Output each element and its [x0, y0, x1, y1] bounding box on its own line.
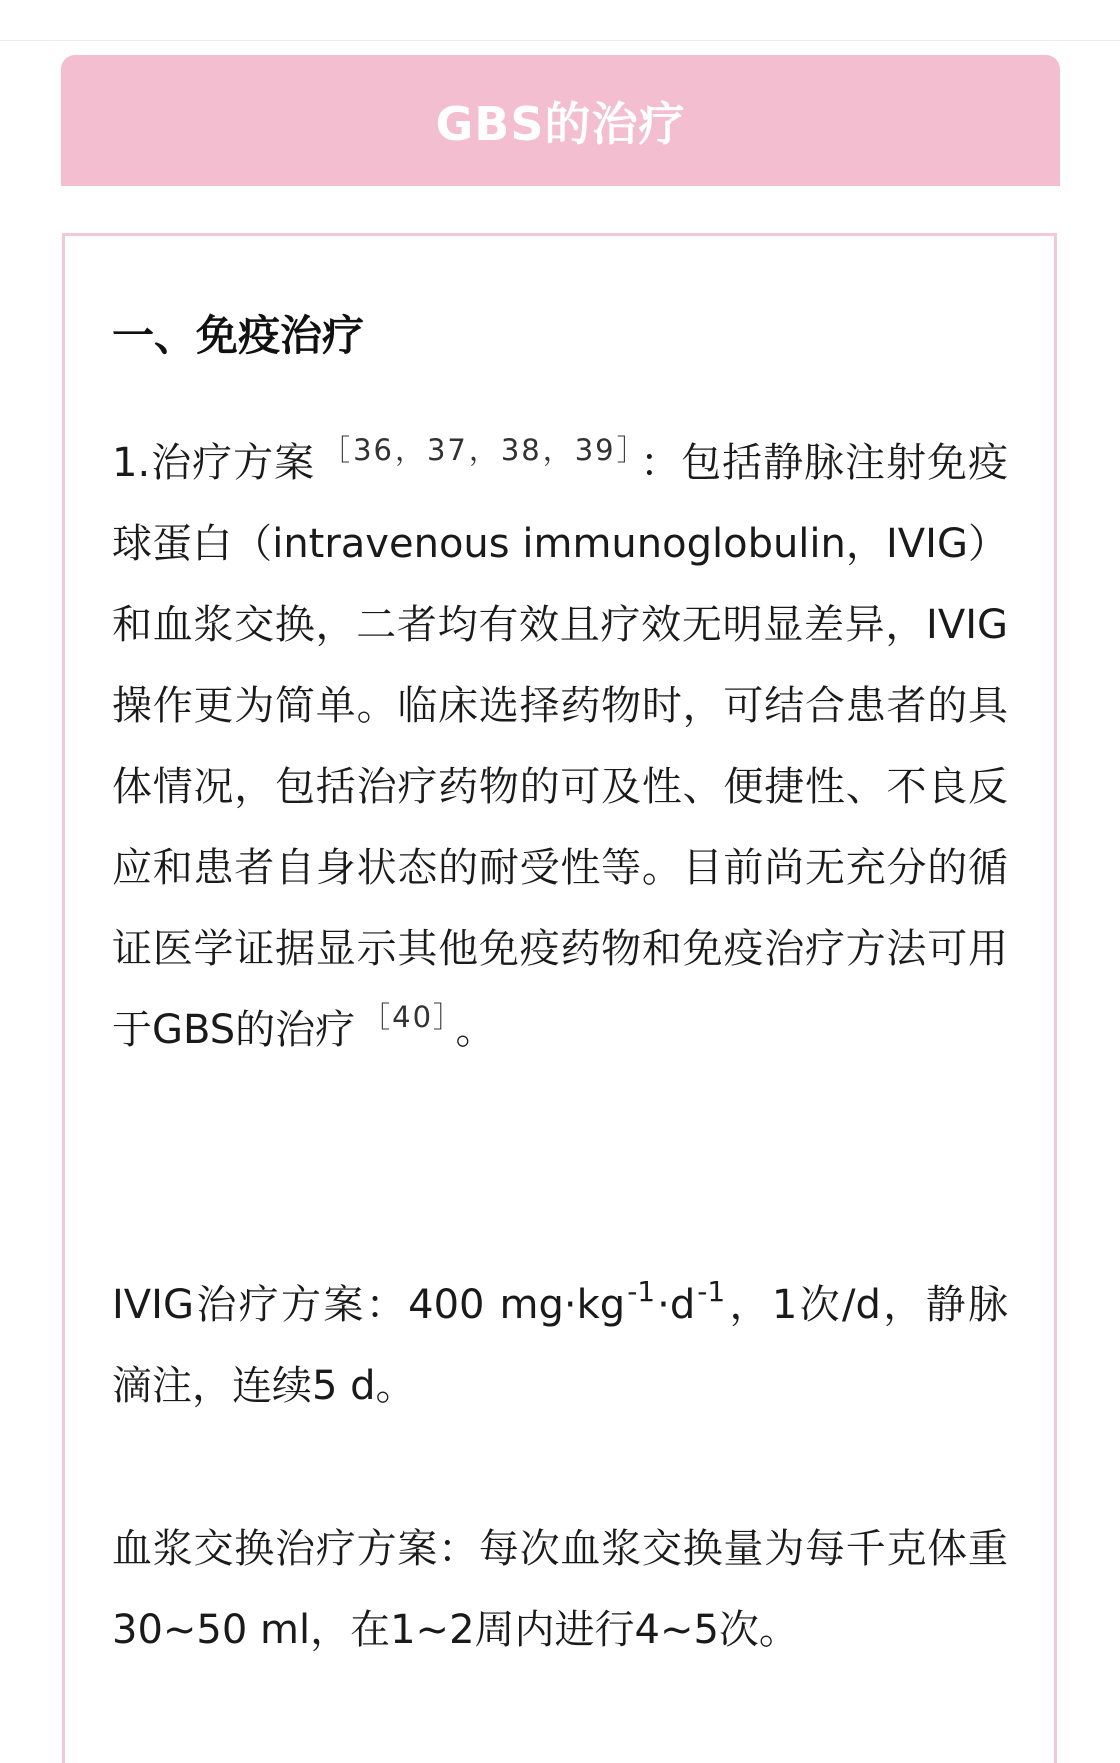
exponent: -1 — [627, 1275, 656, 1309]
dose-schedule: ，1次/d，静脉滴注，连续5 d。 — [112, 1282, 1008, 1409]
section-heading: 一、免疫治疗 — [112, 311, 365, 360]
exponent: -1 — [697, 1275, 726, 1309]
banner-title: GBS的治疗 — [435, 96, 686, 151]
dose-unit: ·d — [657, 1282, 696, 1328]
paragraph-text: ：包括静脉注射免疫球蛋白（intravenous immunoglobulin，IVIG）和血浆交换，二者均有效且疗效无明显差异，IVIG操作更为简单。临床选择药物时，可结合患者的具体情况，包括治疗药物的可及性、便捷性、不良反应和患者自身状态的耐受性等。目前尚无充分的循证医学证据显示其他免疫药物和免疫治疗方法可用于GBS的治疗 — [112, 440, 1009, 1053]
paragraph-plasma-exchange: 血浆交换治疗方案：每次血浆交换量为每千克体重30~50 ml，在1~2周内进行4~5次。 — [112, 1526, 1008, 1653]
paragraph-treatment-plan — [112, 423, 1008, 1071]
citation-ref[interactable]: ［40］ — [361, 1000, 450, 1035]
paragraph-end: 。 — [455, 1007, 496, 1053]
top-divider — [0, 40, 1120, 41]
paragraph-ivig-plan — [112, 1265, 1008, 1427]
section-banner — [61, 55, 1060, 186]
dose-text: IVIG治疗方案：400 mg·kg — [112, 1282, 626, 1328]
citation-ref[interactable]: ［36，37，38，39］ — [321, 433, 635, 468]
paragraph-lead: 1.治疗方案 — [112, 440, 316, 486]
